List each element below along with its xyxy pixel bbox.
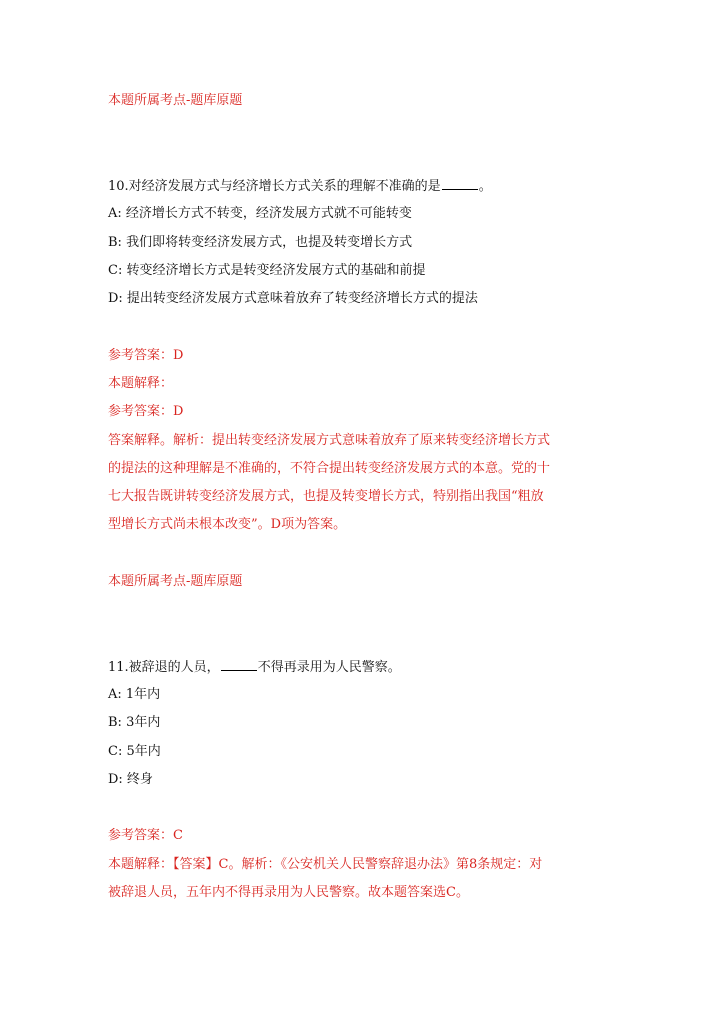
question-11-stem-end: 不得再录用为人民警察。 [257,660,401,675]
answer-line: 参考答案：D [108,348,184,363]
answer-line: 参考答案：C [108,828,183,843]
explanation-line: 七大报告既讲转变经济发展方式，也提及转变增长方式，特别指出我国“粗放 [108,489,544,504]
question-10-stem-text: 10.对经济发展方式与经济增长方式关系的理解不准确的是 [108,179,441,194]
option-d: D: 提出转变经济发展方式意味着放弃了转变经济增长方式的提法 [108,291,478,306]
question-11-stem-text: 11.被辞退的人员， [108,660,220,675]
explanation-label: 本题解释： [108,376,174,391]
answer-blank [221,658,257,671]
option-c: C: 5年内 [108,744,161,759]
option-a: A: 1年内 [108,687,161,702]
option-a: A: 经济增长方式不转变，经济发展方式就不可能转变 [108,206,412,221]
option-d: D: 终身 [108,772,153,787]
answer-blank [442,177,478,190]
explanation-line: 型增长方式尚未根本改变”。D项为答案。 [108,517,347,532]
explanation-line: 本题解释：【答案】C。解析：《公安机关人民警察辞退办法》第8条规定：对 [108,857,543,872]
section-tag: 本题所属考点-题库原题 [108,574,243,589]
option-b: B: 我们即将转变经济发展方式，也提及转变增长方式 [108,235,413,250]
explanation-line: 答案解释。解析：提出转变经济发展方式意味着放弃了原来转变经济增长方式 [108,433,551,448]
option-b: B: 3年内 [108,715,161,730]
option-c: C: 转变经济增长方式是转变经济发展方式的基础和前提 [108,263,426,278]
answer-line-repeat: 参考答案：D [108,404,184,419]
question-11-stem [108,658,401,677]
explanation-line: 的提法的这种理解是不准确的，不符合提出转变经济发展方式的本意。党的十 [108,461,551,476]
question-10-stem [108,177,492,196]
section-tag: 本题所属考点-题库原题 [108,93,243,108]
question-10-stem-end: 。 [478,179,492,194]
explanation-line: 被辞退人员，五年内不得再录用为人民警察。故本题答案选C。 [108,885,469,900]
